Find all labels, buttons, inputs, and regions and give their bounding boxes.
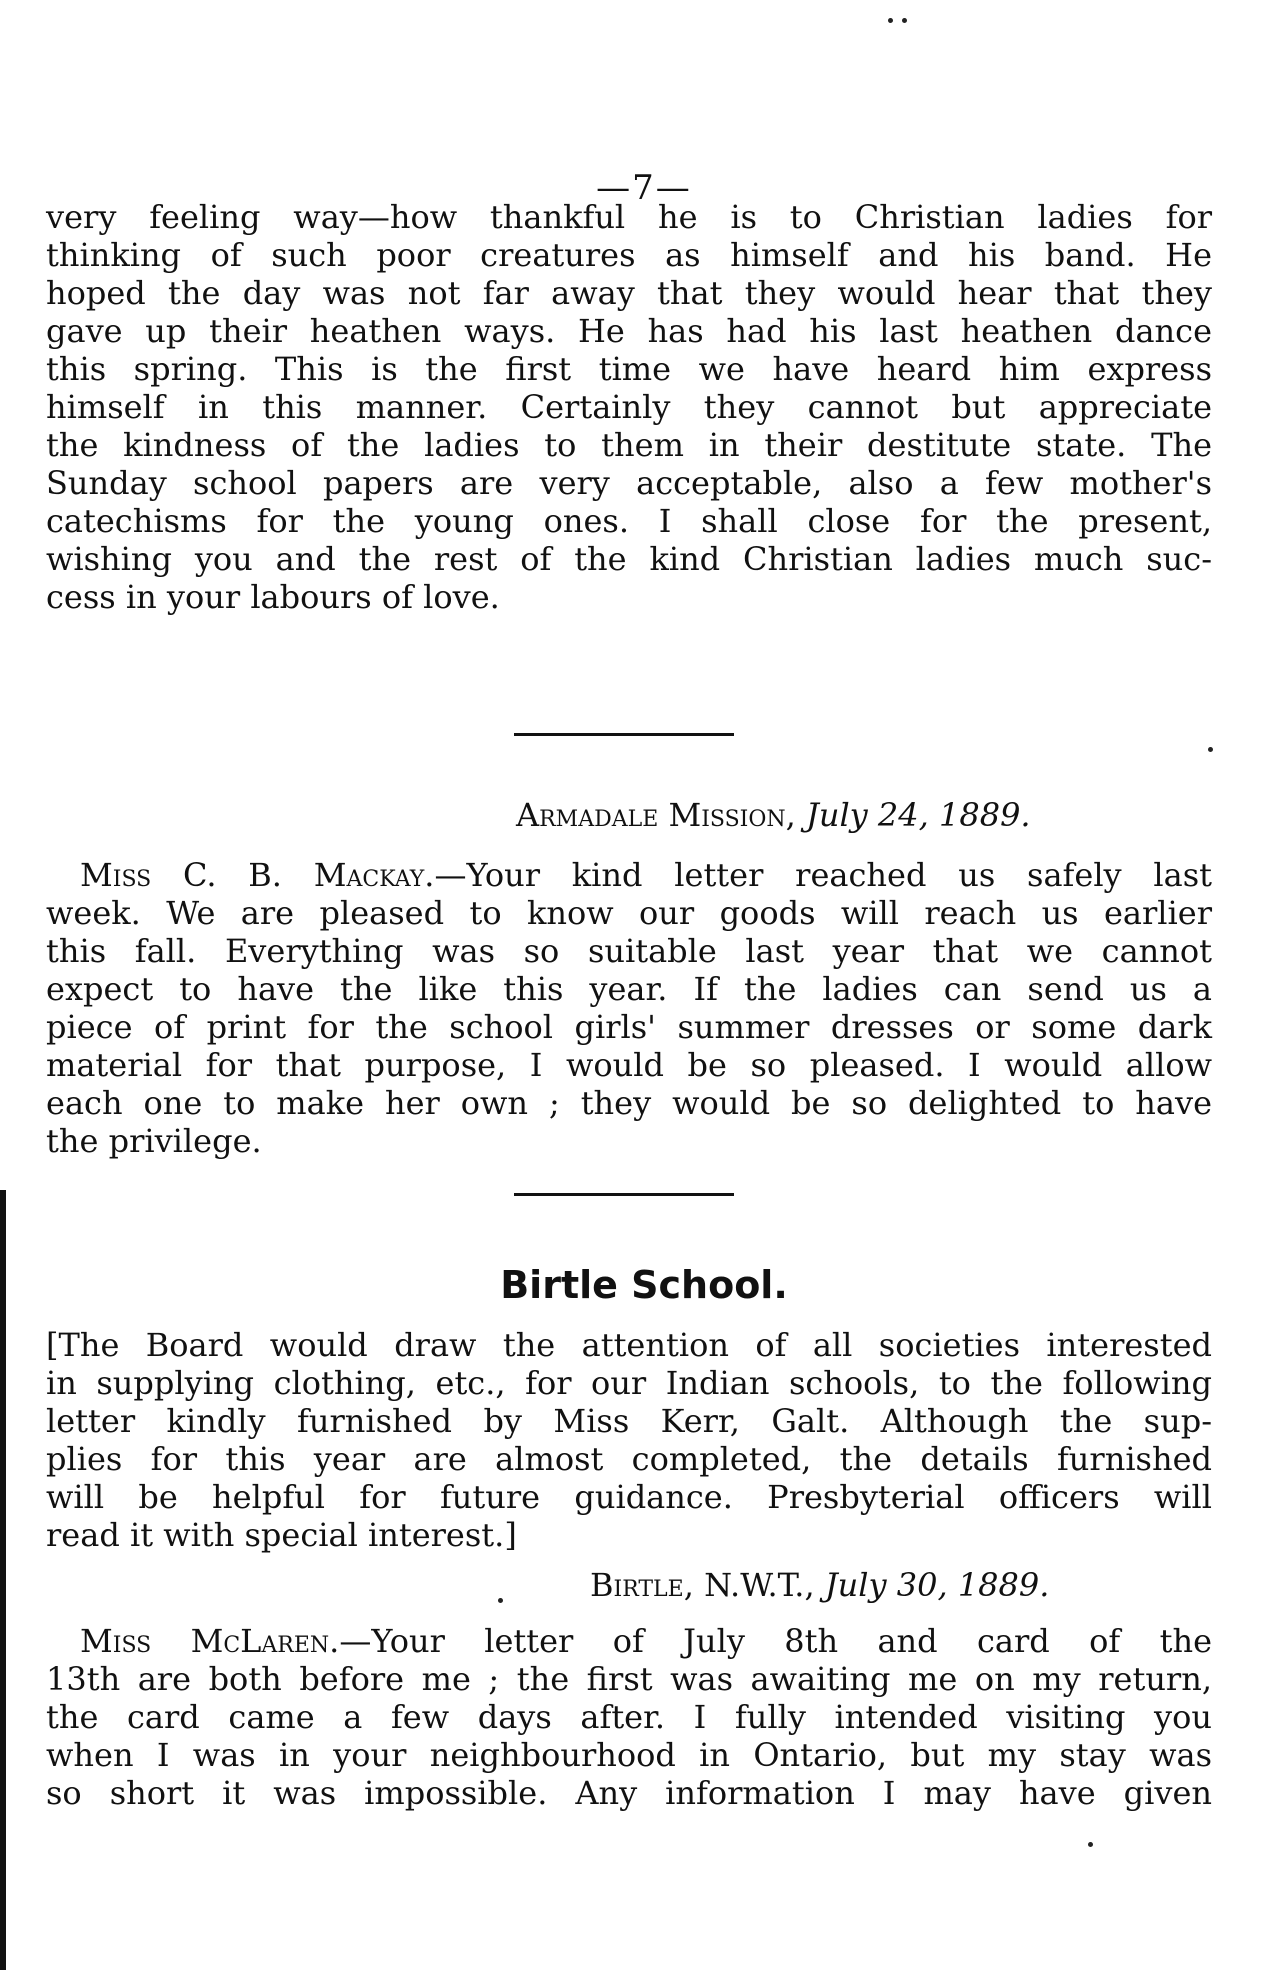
text-line: thinking of such poor creatures as himself and his band. He bbox=[46, 236, 1212, 274]
text-line: the privilege. bbox=[46, 1122, 262, 1160]
birtle-editorial-note bbox=[46, 1326, 1212, 1554]
print-speck bbox=[1088, 1842, 1093, 1847]
text-line: wishing you and the rest of the kind Christian ladies much suc- bbox=[46, 540, 1212, 578]
armadale-date: July 24, 1889. bbox=[806, 796, 1031, 834]
text-line: Sunday school papers are very acceptable, also a few mother's bbox=[46, 464, 1212, 502]
section-divider bbox=[514, 733, 734, 736]
birtle-date: July 30, 1889. bbox=[824, 1566, 1050, 1604]
text-line: catechisms for the young ones. I shall close for the present, bbox=[46, 502, 1212, 540]
print-speck bbox=[1208, 747, 1213, 752]
print-speck bbox=[498, 1598, 503, 1603]
text-line: read it with special interest.] bbox=[46, 1516, 517, 1554]
page-number: —7— bbox=[596, 168, 692, 208]
birtle-school-heading: Birtle School. bbox=[500, 1263, 788, 1307]
armadale-salutation: Miss C. B. Mackay. bbox=[80, 856, 435, 894]
text-line: this spring. This is the first time we have heard him express bbox=[46, 350, 1212, 388]
text-line: very feeling way—how thankful he is to Christian ladies for bbox=[46, 198, 1212, 236]
text-line: piece of print for the school girls' summer dresses or some dark bbox=[46, 1008, 1212, 1046]
section-divider bbox=[514, 1193, 734, 1196]
birtle-salutation: Miss McLaren. bbox=[80, 1622, 340, 1660]
armadale-place: Armadale Mission, bbox=[516, 796, 796, 834]
text-line: 13th are both before me ; the first was awaiting me on my return, bbox=[46, 1660, 1212, 1698]
letter-continuation-paragraph bbox=[46, 198, 1212, 616]
text-line: each one to make her own ; they would be so delighted to have bbox=[46, 1084, 1212, 1122]
text-line: this fall. Everything was so suitable last year that we cannot bbox=[46, 932, 1212, 970]
armadale-dateline bbox=[516, 796, 1031, 834]
text-line: [The Board would draw the attention of all societies interested bbox=[46, 1326, 1212, 1364]
scan-edge-shadow bbox=[0, 1190, 6, 1970]
text-line: when I was in your neighbourhood in Ontario, but my stay was bbox=[46, 1736, 1212, 1774]
birtle-place: Birtle, N.W.T., bbox=[590, 1566, 815, 1604]
text-line: gave up their heathen ways. He has had his last heathen dance bbox=[46, 312, 1212, 350]
armadale-first-line: —Your kind letter reached us safely last bbox=[434, 856, 1213, 894]
text-line: himself in this manner. Certainly they cannot but appreciate bbox=[46, 388, 1212, 426]
text-line: the card came a few days after. I fully intended visiting you bbox=[46, 1698, 1212, 1736]
print-speck bbox=[902, 18, 907, 23]
text-line bbox=[46, 856, 1212, 894]
text-line: material for that purpose, I would be so pleased. I would allow bbox=[46, 1046, 1212, 1084]
birtle-letter-paragraph bbox=[46, 1622, 1212, 1812]
text-line bbox=[46, 1622, 1212, 1660]
text-line: hoped the day was not far away that they would hear that they bbox=[46, 274, 1212, 312]
text-line: week. We are pleased to know our goods will reach us earlier bbox=[46, 894, 1212, 932]
text-line: plies for this year are almost completed, the details furnished bbox=[46, 1440, 1212, 1478]
text-line: letter kindly furnished by Miss Kerr, Galt. Although the sup- bbox=[46, 1402, 1212, 1440]
text-line: expect to have the like this year. If the ladies can send us a bbox=[46, 970, 1212, 1008]
birtle-first-line: —Your letter of July 8th and card of the bbox=[339, 1622, 1213, 1660]
text-line: cess in your labours of love. bbox=[46, 578, 500, 616]
text-line: will be helpful for future guidance. Presbyterial officers will bbox=[46, 1478, 1212, 1516]
text-line: the kindness of the ladies to them in their destitute state. The bbox=[46, 426, 1212, 464]
text-line: in supplying clothing, etc., for our Indian schools, to the following bbox=[46, 1364, 1212, 1402]
text-line: so short it was impossible. Any information I may have given bbox=[46, 1774, 1212, 1812]
print-speck bbox=[888, 18, 893, 23]
birtle-dateline bbox=[590, 1566, 1049, 1604]
armadale-letter-paragraph bbox=[46, 856, 1212, 1160]
